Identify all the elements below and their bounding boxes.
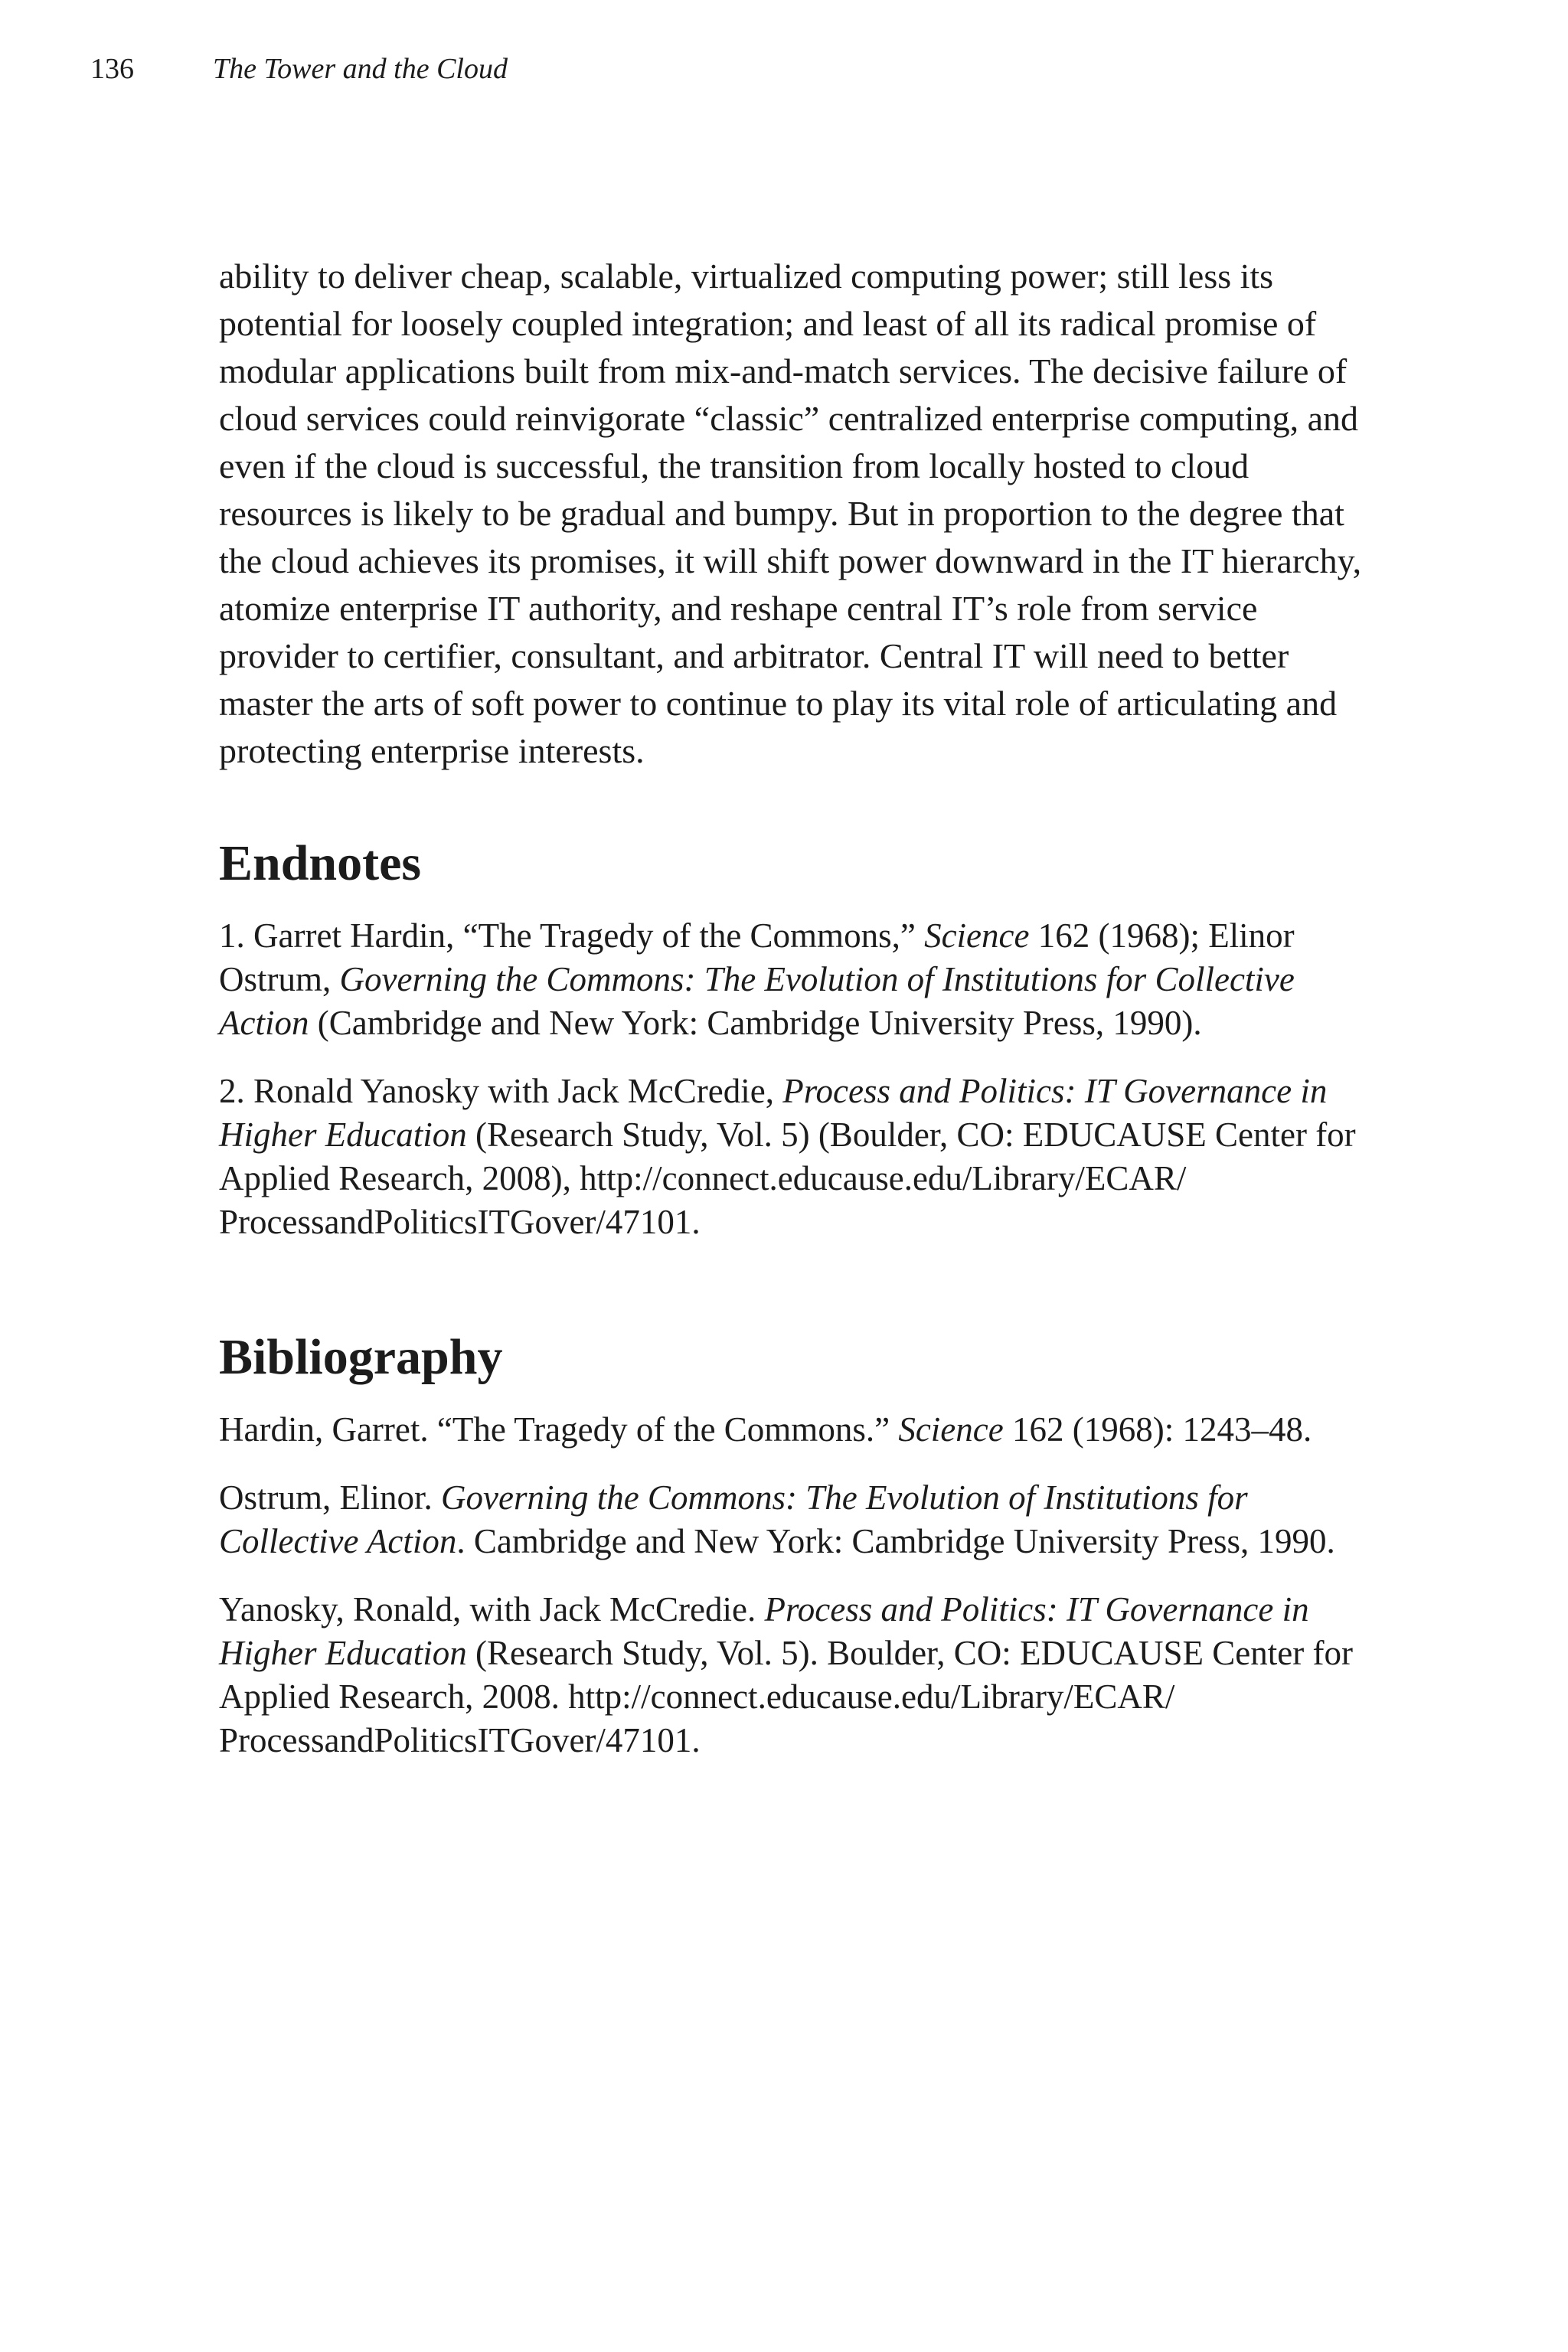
- bib-yanosky-title: Process and Politics: IT Governance in Higher Education: [219, 1590, 1309, 1672]
- bib-ostrum-text: Ostrum, Elinor.: [219, 1478, 441, 1517]
- endnote-1: [219, 914, 1383, 1045]
- text-block: [219, 253, 1383, 1787]
- endnotes-heading: Endnotes: [219, 835, 422, 891]
- endnote-1-text: 1. Garret Hardin, “The Tragedy of the Commons,”: [219, 916, 925, 955]
- bib-hardin-citation: 162 (1968): 1243–48.: [1003, 1410, 1312, 1449]
- bibliography-heading: Bibliography: [219, 1329, 503, 1385]
- bib-yanosky-text: Yanosky, Ronald, with Jack McCredie.: [219, 1590, 765, 1628]
- endnote-2-title: Process and Politics: IT Governance in Higher Education: [219, 1072, 1328, 1154]
- endnote-1-publisher: (Cambridge and New York: Cambridge University Press, 1990).: [309, 1004, 1202, 1042]
- body-paragraph: ability to deliver cheap, scalable, virtualized computing power; still less its potential for loosely coupled integration; and least of all its radical promise of modular applications built from mix-and-match services. The decisive failure of cloud services could reinvigorate “classic” centralized enterprise computing, and even if the cloud is successful, the transition from locally hosted to cloud resources is likely to be gradual and bumpy. But in proportion to the degree that the cloud achieves its promises, it will shift power downward in the IT hierarchy, atomize enterprise IT authority, and reshape central IT’s role from service provider to certifier, consultant, and arbitrator. Central IT will need to better master the arts of soft power to continue to play its vital role of articulating and protecting enterprise interests.: [219, 256, 1362, 770]
- endnote-1-text-cont: 162 (1968); Elinor Ostrum,: [219, 916, 1295, 998]
- running-head: [90, 51, 508, 87]
- bib-ostrum-title: Governing the Commons: The Evolution of Institutions for Collective Action: [219, 1478, 1248, 1560]
- bib-yanosky-publisher: (Research Study, Vol. 5). Boulder, CO: EDUCAUSE Center for Applied Research, 2008. http://connect.educause.edu/Library/ECAR/ ProcessandPoliticsITGover/47101.: [219, 1634, 1353, 1759]
- endnote-2: [219, 1070, 1383, 1244]
- book-title: The Tower and the Cloud: [213, 53, 508, 85]
- endnote-2-text: 2. Ronald Yanosky with Jack McCredie,: [219, 1072, 783, 1110]
- endnote-1-book-title: Governing the Commons: The Evolution of Institutions for Collective Action: [219, 960, 1295, 1042]
- bib-ostrum-publisher: . Cambridge and New York: Cambridge University Press, 1990.: [456, 1522, 1335, 1560]
- endnote-1-journal: Science: [924, 916, 1030, 955]
- page-number: 136: [90, 53, 134, 85]
- endnote-2-publisher: (Research Study, Vol. 5) (Boulder, CO: EDUCAUSE Center for Applied Research, 2008), http://connect.educause.edu/Library/ECAR/ ProcessandPoliticsITGover/47101.: [219, 1116, 1356, 1241]
- bibliography-entry-yanosky: [219, 1588, 1383, 1762]
- bibliography-entry-ostrum: [219, 1476, 1383, 1563]
- bibliography-entry-hardin: [219, 1408, 1383, 1452]
- bib-hardin-text: Hardin, Garret. “The Tragedy of the Commons.”: [219, 1410, 899, 1449]
- bib-hardin-journal: Science: [898, 1410, 1004, 1449]
